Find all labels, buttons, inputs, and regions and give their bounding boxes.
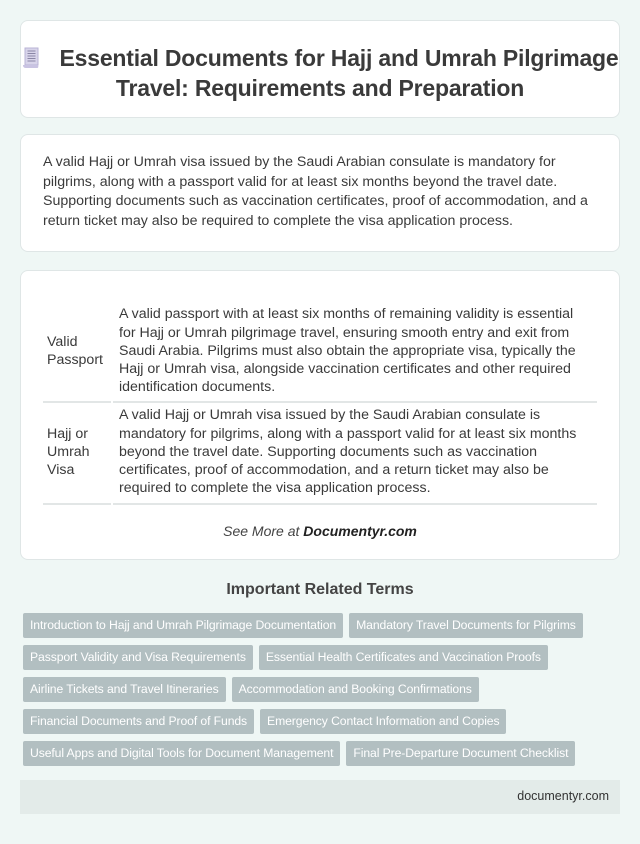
- title-card: [20, 20, 620, 118]
- details-table: [41, 303, 599, 505]
- see-more: [21, 523, 619, 539]
- related-term-tag[interactable]: Essential Health Certificates and Vaccination Proofs: [259, 645, 548, 670]
- row-term: Hajj or Umrah Visa: [43, 403, 111, 505]
- related-term-tag[interactable]: Accommodation and Booking Confirmations: [232, 677, 479, 702]
- related-term-tag[interactable]: Mandatory Travel Documents for Pilgrims: [349, 613, 583, 638]
- related-term-tag[interactable]: Financial Documents and Proof of Funds: [23, 709, 254, 734]
- related-term-tag[interactable]: Introduction to Hajj and Umrah Pilgrimage Documentation: [23, 613, 343, 638]
- related-term-tag[interactable]: Useful Apps and Digital Tools for Document Management: [23, 741, 340, 766]
- related-term-tag[interactable]: Final Pre-Departure Document Checklist: [346, 741, 575, 766]
- row-term: Valid Passport: [43, 303, 111, 403]
- summary-text: A valid Hajj or Umrah visa issued by the Saudi Arabian consulate is mandatory for pilgrims, along with a passport valid for at least six months beyond the travel date. Supporting documents such as vaccination certificates, proof of accommodation, and a return ticket may also be required to complete the visa application process.: [43, 154, 588, 229]
- table-row: [43, 403, 597, 505]
- related-terms-list: [23, 613, 603, 766]
- footer: [20, 780, 620, 814]
- scroll-document-icon: [22, 46, 40, 68]
- see-more-prefix: See More at: [223, 523, 304, 539]
- related-term-tag[interactable]: Airline Tickets and Travel Itineraries: [23, 677, 226, 702]
- row-description: A valid passport with at least six months of remaining validity is essential for Hajj or Umrah pilgrimage travel, ensuring smooth entry and exit from Saudi Arabia. Pilgrims must also obtain the appropriate visa, typically the Hajj or Umrah visa, alongside vaccination certificates and other required identification documents.: [113, 303, 597, 403]
- related-terms-heading: Important Related Terms: [226, 581, 414, 598]
- details-card: [20, 270, 620, 560]
- row-description: A valid Hajj or Umrah visa issued by the Saudi Arabian consulate is mandatory for pilgrims, along with a passport valid for at least six months beyond the travel date. Supporting documents such as vaccination certificates, proof of accommodation, and a return ticket may also be required to complete the visa application process.: [113, 403, 597, 505]
- page-title: [21, 43, 619, 103]
- summary-card: [20, 134, 620, 252]
- page-title-text: Essential Documents for Hajj and Umrah Pilgrimage Travel: Requirements and Preparation: [59, 45, 619, 101]
- see-more-link[interactable]: Documentyr.com: [303, 523, 417, 539]
- related-term-tag[interactable]: Passport Validity and Visa Requirements: [23, 645, 253, 670]
- footer-site[interactable]: documentyr.com: [517, 789, 609, 803]
- table-row: [43, 303, 597, 403]
- related-term-tag[interactable]: Emergency Contact Information and Copies: [260, 709, 506, 734]
